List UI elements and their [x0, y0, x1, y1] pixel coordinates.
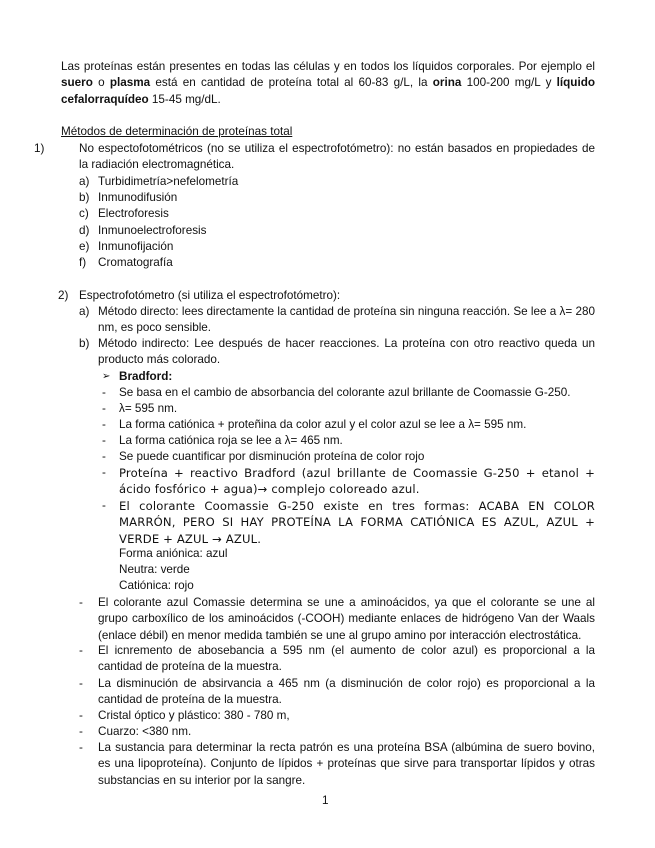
metodo-directo: Método directo: lees directamente la cantidad de proteína sin ninguna reacción. Se lee a λ= 280 nm, es poco sensible. [98, 305, 595, 335]
list-item: Inmunofijación [98, 240, 174, 253]
forma-item: Neutra: verde [119, 563, 190, 576]
outer-item: Cristal óptico y plástico: 380 - 780 m, [98, 709, 290, 722]
term-orina: orina [432, 76, 462, 90]
dash-marker: - [79, 596, 83, 609]
bradford-item: λ= 595 nm. [119, 402, 178, 415]
dash-marker: - [102, 386, 106, 399]
outer-item: El colorante azul Comassie determina se une a aminoácidos, ya que el colorante se une al grupo carboxílico de los aminoácidos (-COOH) mediante enlaces de hidrógeno Van der Waals (enlace débil) en menor medida también se une al grupo amino por interacción electrostática. [98, 596, 595, 642]
list-marker: 2) [58, 289, 69, 302]
list-item: Inmunodifusión [98, 191, 178, 204]
list-item: Electroforesis [98, 207, 169, 220]
forma-item: Forma aniónica: azul [119, 547, 228, 560]
list-item: Inmunoelectroforesis [98, 224, 207, 237]
section-2-text: Espectrofotómetro (si utiliza el espectrofotómetro): [79, 289, 341, 302]
dash-marker: - [102, 450, 106, 463]
dash-marker: - [79, 741, 83, 754]
bradford-item: Se puede cuantificar por disminución proteína de color rojo [119, 450, 425, 463]
intro-paragraph [61, 59, 595, 108]
outer-item: Cuarzo: <380 nm. [98, 725, 192, 738]
dash-marker: - [79, 725, 83, 738]
term-plasma: plasma [109, 76, 151, 90]
intro-text: está en cantidad de proteína total al 60-83 g/L, la [150, 76, 433, 90]
dash-marker: - [102, 434, 106, 447]
page-number: 1 [322, 794, 329, 807]
term-lcr: líquido cefalorraquídeo [61, 76, 595, 106]
bradford-item: La forma catiónica roja se lee a λ= 465 nm. [119, 434, 343, 447]
dash-marker: - [79, 677, 83, 690]
list-marker: 1) [34, 142, 45, 155]
list-marker: b) [79, 337, 90, 350]
section-1-text: No espectofotométricos (no se utiliza el espectrofotómetro): no están basados en propiedades de la radiación electromagnética. [79, 142, 595, 172]
forma-item: Catiónica: rojo [119, 579, 194, 592]
list-marker: f) [79, 256, 87, 269]
term-suero: suero [61, 76, 93, 90]
bradford-reactivo: Proteína + reactivo Bradford (azul brillante de Coomassie G-250 + etanol + ácido fosfórico + agua)→ complejo coloreado azul. [119, 466, 595, 497]
bradford-item: Se basa en el cambio de absorbancia del colorante azul brillante de Coomassie G-250. [119, 386, 571, 399]
dash-marker: - [102, 499, 106, 512]
list-marker: b) [79, 191, 90, 204]
intro-text: Las proteínas están presentes en todas las células y en todos los líquidos corporales. Por ejemplo el [61, 60, 595, 73]
bradford-item: La forma catiónica + proteñina da color azul y el color azul se lee a λ= 595 nm. [119, 418, 527, 431]
arrow-bullet-icon: ➢ [102, 371, 111, 382]
dash-marker: - [102, 402, 106, 415]
list-marker: d) [79, 224, 90, 237]
list-marker: c) [79, 207, 89, 220]
dash-marker: - [102, 466, 106, 479]
intro-text: o [92, 76, 110, 90]
metodo-indirecto: Método indirecto: Lee después de hacer reacciones. La proteína con otro reactivo queda un producto más colorado. [98, 337, 595, 367]
dash-marker: - [79, 709, 83, 722]
intro-text: 100-200 mg/L y [461, 76, 557, 90]
dash-marker: - [79, 644, 83, 657]
list-item: Cromatografía [98, 256, 173, 269]
list-marker: e) [79, 240, 90, 253]
list-item: Turbidimetría>nefelometría [98, 175, 239, 188]
list-marker: a) [79, 305, 90, 318]
bradford-title: Bradford: [119, 370, 173, 383]
intro-text: 15-45 mg/dL. [148, 92, 221, 106]
dash-marker: - [102, 418, 106, 431]
outer-item: El icnremento de abosebancia a 595 nm (el aumento de color azul) es proporcional a la cantidad de proteína de la muestra. [98, 644, 595, 674]
bradford-colorante: El colorante Coomassie G-250 existe en tres formas: ACABA EN COLOR MARRÓN, PERO SI HAY PROTEÍNA LA FORMA CATIÓNICA ES AZUL, AZUL + VERDE + AZUL → AZUL. [119, 499, 595, 546]
list-marker: a) [79, 175, 90, 188]
outer-item: La sustancia para determinar la recta patrón es una proteína BSA (albúmina de suero bovino, es una lipoproteína). Conjunto de lípidos + proteínas que sirve para transportar lípidos y otras substancias en su interior por la sangre. [98, 741, 595, 787]
outer-item: La disminución de absirvancia a 465 nm (a disminución de color rojo) es proporcional a la cantidad de proteína de la muestra. [98, 677, 595, 707]
section-heading: Métodos de determinación de proteínas total [61, 125, 293, 138]
